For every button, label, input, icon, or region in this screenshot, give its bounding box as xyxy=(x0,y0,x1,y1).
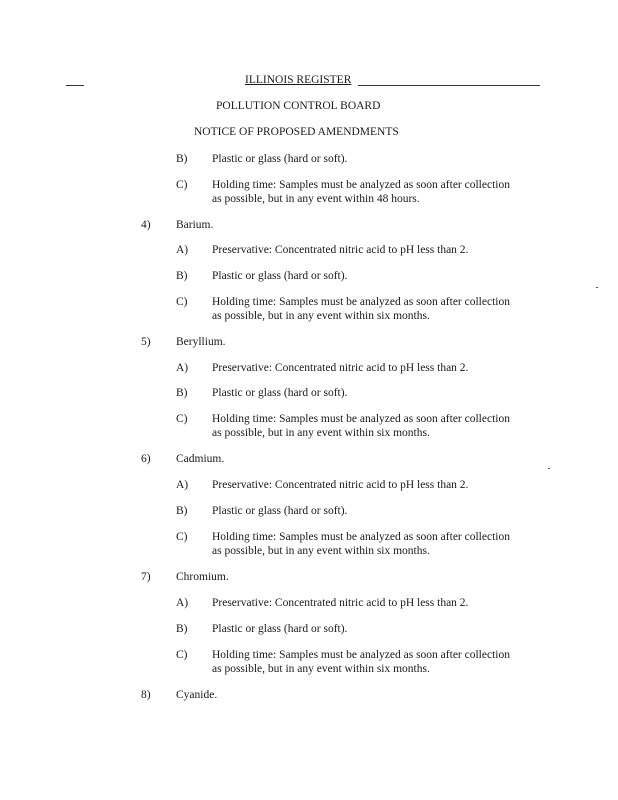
section-number: 4) xyxy=(141,219,151,231)
item-text: Holding time: Samples must be analyzed as soon after collection xyxy=(212,531,510,543)
item-text-continued: as possible, but in any event within 48 hours. xyxy=(212,193,420,205)
item-label: B) xyxy=(176,153,188,165)
item-text: Plastic or glass (hard or soft). xyxy=(212,153,348,165)
item-label: B) xyxy=(176,505,188,517)
section-number: 7) xyxy=(141,571,151,583)
item-label: C) xyxy=(176,649,188,661)
section-title: Cadmium. xyxy=(176,453,225,465)
item-label: A) xyxy=(176,362,189,374)
item-label: C) xyxy=(176,296,188,308)
item-text-continued: as possible, but in any event within six months. xyxy=(212,545,430,557)
scan-speck xyxy=(548,468,550,469)
item-label: B) xyxy=(176,270,188,282)
board-title: POLLUTION CONTROL BOARD xyxy=(216,100,381,112)
section-number: 6) xyxy=(141,453,151,465)
item-label: B) xyxy=(176,387,188,399)
item-text: Preservative: Concentrated nitric acid to pH less than 2. xyxy=(212,479,469,491)
item-text: Preservative: Concentrated nitric acid to pH less than 2. xyxy=(212,244,469,256)
item-text: Plastic or glass (hard or soft). xyxy=(212,623,348,635)
section-title: Chromium. xyxy=(176,571,229,583)
item-label: C) xyxy=(176,413,188,425)
item-text: Holding time: Samples must be analyzed as soon after collection xyxy=(212,296,510,308)
item-label: A) xyxy=(176,597,189,609)
item-label: C) xyxy=(176,179,188,191)
item-text-continued: as possible, but in any event within six months. xyxy=(212,427,430,439)
item-text: Plastic or glass (hard or soft). xyxy=(212,270,348,282)
section-title: Barium. xyxy=(176,219,214,231)
item-text: Holding time: Samples must be analyzed as soon after collection xyxy=(212,179,510,191)
header-rule-left xyxy=(66,85,84,86)
register-title: ILLINOIS REGISTER xyxy=(245,74,352,86)
section-number: 5) xyxy=(141,336,151,348)
item-label: B) xyxy=(176,623,188,635)
item-label: A) xyxy=(176,244,189,256)
header-rule-right xyxy=(358,85,540,86)
item-text: Holding time: Samples must be analyzed as soon after collection xyxy=(212,413,510,425)
scan-speck xyxy=(596,287,598,288)
item-text: Preservative: Concentrated nitric acid to pH less than 2. xyxy=(212,597,469,609)
item-text-continued: as possible, but in any event within six months. xyxy=(212,663,430,675)
item-text: Plastic or glass (hard or soft). xyxy=(212,387,348,399)
section-title: Cyanide. xyxy=(176,689,218,701)
item-text: Holding time: Samples must be analyzed as soon after collection xyxy=(212,649,510,661)
item-label: C) xyxy=(176,531,188,543)
item-text: Plastic or glass (hard or soft). xyxy=(212,505,348,517)
notice-title: NOTICE OF PROPOSED AMENDMENTS xyxy=(194,126,399,138)
section-number: 8) xyxy=(141,689,151,701)
item-label: A) xyxy=(176,479,189,491)
section-title: Beryllium. xyxy=(176,336,226,348)
item-text-continued: as possible, but in any event within six months. xyxy=(212,310,430,322)
item-text: Preservative: Concentrated nitric acid to pH less than 2. xyxy=(212,362,469,374)
